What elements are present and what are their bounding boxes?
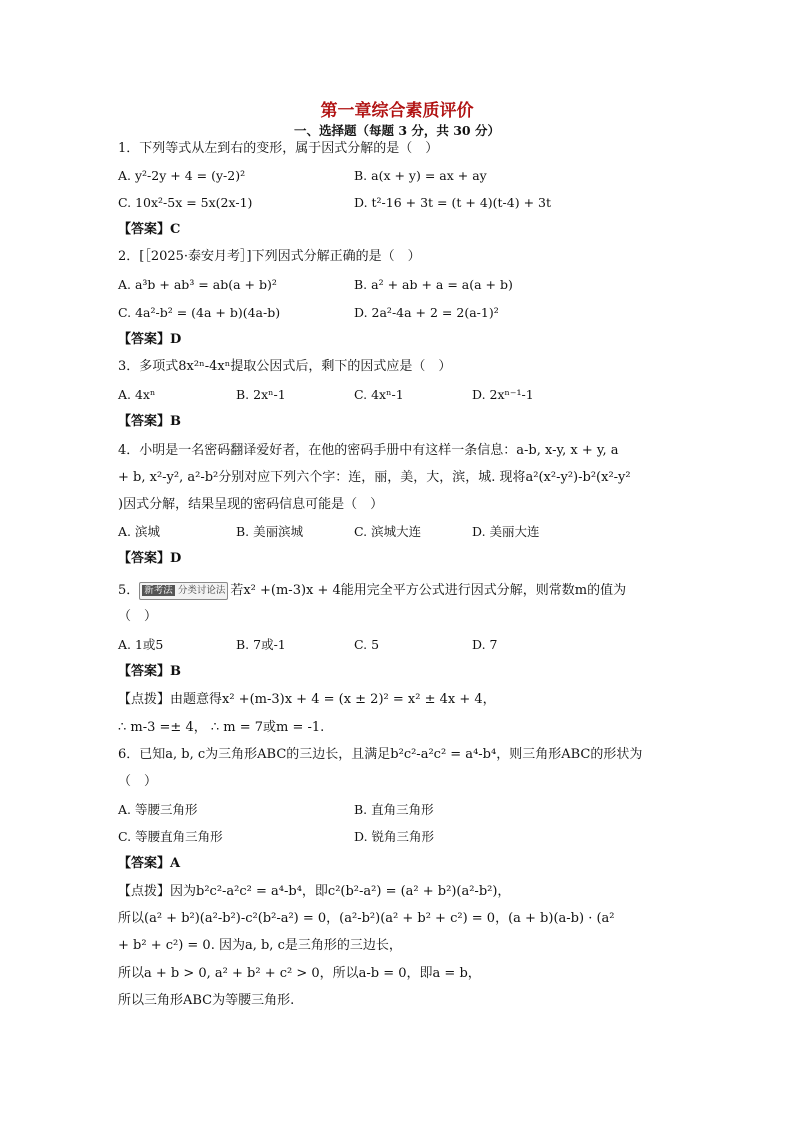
q5-stem [118,582,626,600]
new-method-badge [139,582,228,600]
q6-hint-line-3: + b² + c²) = 0. 因为a, b, c是三角形的三边长， [118,938,402,953]
q3-option-c: C. 4xⁿ-1 [354,387,404,402]
document-title: 第一章综合素质评价 [320,101,474,121]
q2-option-a: A. a³b + ab³ = ab(a + b)² [118,277,277,292]
q2-option-c: C. 4a²-b² = (4a + b)(4a-b) [118,305,281,320]
q5-option-b: B. 7或-1 [236,637,286,652]
q6-hint-line-5: 所以三角形ABC为等腰三角形. [118,993,295,1008]
badge-label-new: 新考法 [144,585,173,596]
q5-option-c: C. 5 [354,637,380,652]
q6-option-c: C. 等腰直角三角形 [118,829,223,844]
q6-hint-line-4: 所以a + b > 0, a² + b² + c² > 0，所以a-b = 0，即a = b， [118,966,481,981]
q2-stem: 2．[［2025·泰安月考］]下列因式分解正确的是（ ） [118,249,421,264]
q4-option-c: C. 滨城大连 [354,524,422,539]
q1-option-b: B. a(x + y) = ax + ay [354,168,487,183]
q3-stem: 3．多项式8x²ⁿ-4xⁿ提取公因式后，剩下的因式应是（ ） [118,359,452,374]
q2-option-d: D. 2a²-4a + 2 = 2(a-1)² [354,305,499,320]
q3-option-d: D. 2xⁿ⁻¹-1 [472,387,534,402]
q4-answer: 【答案】D [118,551,182,566]
q4-option-b: B. 美丽滨城 [236,524,304,539]
q6-option-d: D. 锐角三角形 [354,829,435,844]
q6-paren: （ ） [118,774,158,789]
q5-number: 5． [118,583,140,598]
q1-stem: 1．下列等式从左到右的变形，属于因式分解的是（ ） [118,141,439,156]
q6-option-b: B. 直角三角形 [354,802,434,817]
q1-option-c: C. 10x²-5x = 5x(2x-1) [118,195,253,210]
q5-stem-text: 若x² +(m-3)x + 4能用完全平方公式进行因式分解，则常数m的值为 [230,583,627,598]
q3-option-a: A. 4xⁿ [118,387,156,402]
q6-hint-line-2: 所以(a² + b²)(a²-b²)-c²(b²-a²) = 0，(a²-b²)(a² + b² + c²) = 0，(a + b)(a-b) · (a² [118,911,615,926]
q5-hint-line-1: 【点拨】由题意得x² +(m-3)x + 4 = (x ± 2)² = x² ± 4x + 4， [118,692,496,707]
q5-hint-line-2: ∴ m-3 =± 4， ∴ m = 7或m = -1. [118,720,325,735]
q3-answer: 【答案】B [118,414,181,429]
q1-option-d: D. t²-16 + 3t = (t + 4)(t-4) + 3t [354,195,552,210]
q2-answer: 【答案】D [118,332,182,347]
q4-stem-line-3: )因式分解，结果呈现的密码信息可能是（ ） [118,497,384,512]
section-heading: 一、选择题（每题 3 分，共 30 分） [293,123,500,138]
q4-option-a: A. 滨城 [118,524,160,539]
q6-hint-line-1: 【点拨】因为b²c²-a²c² = a⁴-b⁴，即c²(b²-a²) = (a² + b²)(a²-b²)， [118,884,511,899]
q5-paren: （ ） [118,609,158,624]
q5-answer: 【答案】B [118,664,181,679]
q2-option-b: B. a² + ab + a = a(a + b) [354,277,513,292]
q6-stem: 6．已知a, b, c为三角形ABC的三边长，且满足b²c²-a²c² = a⁴-b⁴，则三角形ABC的形状为 [118,747,643,762]
q6-option-a: A. 等腰三角形 [118,802,198,817]
q1-answer: 【答案】C [118,222,181,237]
q1-option-a: A. y²-2y + 4 = (y-2)² [118,168,246,183]
badge-label-method: 分类讨论法 [177,585,226,596]
q4-stem-line-2: + b, x²-y², a²-b²分别对应下列六个字：连，丽，美，大，滨，城. 现将a²(x²-y²)-b²(x²-y² [118,470,631,485]
q5-option-d: D. 7 [472,637,498,652]
q6-answer: 【答案】A [118,856,181,871]
q4-stem-line-1: 4．小明是一名密码翻译爱好者，在他的密码手册中有这样一条信息：a-b, x-y, x + y, a [118,443,619,458]
q5-option-a: A. 1或5 [118,637,164,652]
q4-option-d: D. 美丽大连 [472,524,540,539]
q3-option-b: B. 2xⁿ-1 [236,387,286,402]
